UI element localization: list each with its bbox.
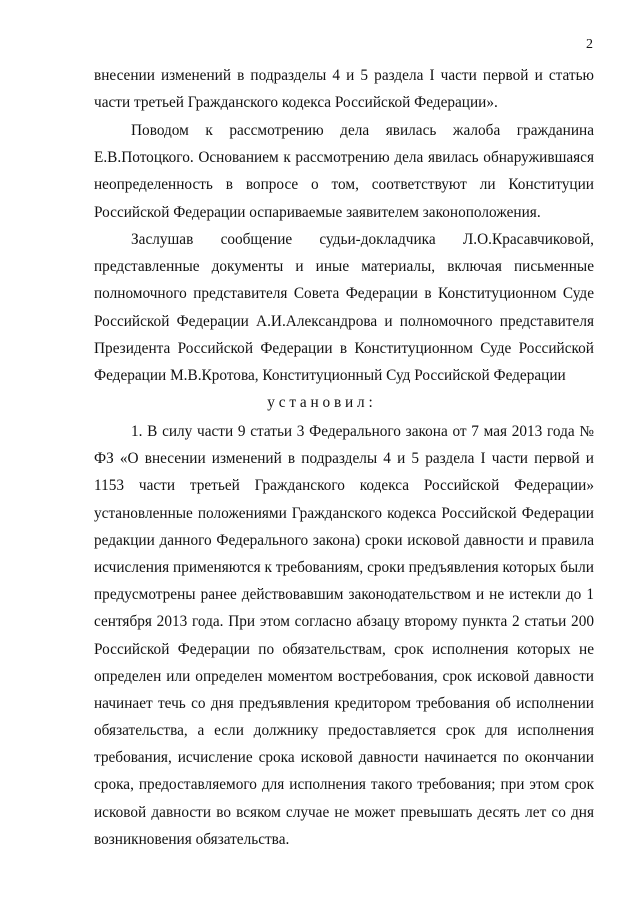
text-line: полномочного представителя Совета Федерации в Конституционном Суде [94, 285, 594, 303]
text-line: Поводом к рассмотрению дела явилась жалоба гражданина [131, 122, 594, 139]
text-line: исковой давности во всяком случае не может превышать десять лет со дня [94, 803, 594, 821]
text-line: 1. В силу части 9 статьи 3 Федерального закона от 7 мая 2013 года № [131, 423, 594, 440]
text-line: ФЗ «О внесении изменений в подразделы 4 и 5 раздела I части первой и [94, 450, 594, 468]
page-number: 2 [586, 37, 593, 52]
text-line: неопределенность в вопросе о том, соответствуют ли Конституции [94, 176, 594, 194]
text-line: Российской Федерации оспариваемые заявителем законоположения. [94, 203, 541, 221]
text-line: срока, предоставляемого для исполнения такого требования; при этом срок [94, 776, 594, 794]
paragraph-continuation [94, 62, 594, 116]
text-line: Е.В.Потоцкого. Основанием к рассмотрению дела явилась обнаружившаяся [94, 149, 594, 167]
section-heading: у с т а н о в и л : [267, 394, 373, 411]
paragraph-findings [94, 418, 594, 853]
paragraph-hearing [94, 226, 594, 389]
text-line: редакции данного Федерального закона) сроки исковой давности и правила [94, 531, 594, 549]
text-line: требования, исчисление срока исковой давности начинается по окончании [94, 749, 594, 767]
text-line: 1153 части третьей Гражданского кодекса Российской Федерации» [94, 477, 594, 495]
text-line: определен или определен моментом востребования, срок исковой давности [94, 667, 594, 685]
text-line: Заслушав сообщение судьи-докладчика Л.О.Красавчиковой, [131, 231, 594, 248]
text-line: части третьей Гражданского кодекса Российской Федерации». [94, 94, 498, 112]
text-line: обязательства, а если должнику предоставляется срок для исполнения [94, 722, 594, 740]
paragraph-grounds [94, 117, 594, 226]
text-line: Российской Федерации по обязательствам, срок исполнения которых не [94, 640, 594, 658]
text-line: Президента Российской Федерации в Конституционном Суде Российской [94, 339, 594, 357]
text-line: возникновения обязательства. [94, 830, 290, 848]
text-line: предусмотрены ранее действовавшим законодательством и не истекли до 1 [94, 586, 594, 604]
text-line: Федерации М.В.Кротова, Конституционный Суд Российской Федерации [94, 366, 566, 384]
text-line: Российской Федерации А.И.Александрова и полномочного представителя [94, 312, 594, 330]
text-line: представленные документы и иные материалы, включая письменные [94, 258, 594, 276]
text-line: сентября 2013 года. При этом согласно абзацу второму пункта 2 статьи 200 [94, 613, 594, 631]
text-line: начинает течь со дня предъявления кредитором требования об исполнении [94, 694, 594, 712]
text-line: внесении изменений в подразделы 4 и 5 раздела I части первой и статью [94, 67, 594, 84]
text-line: установленные положениями Гражданского кодекса Российской Федерации [94, 504, 594, 522]
text-line: исчисления применяются к требованиям, сроки предъявления которых были [94, 558, 594, 576]
